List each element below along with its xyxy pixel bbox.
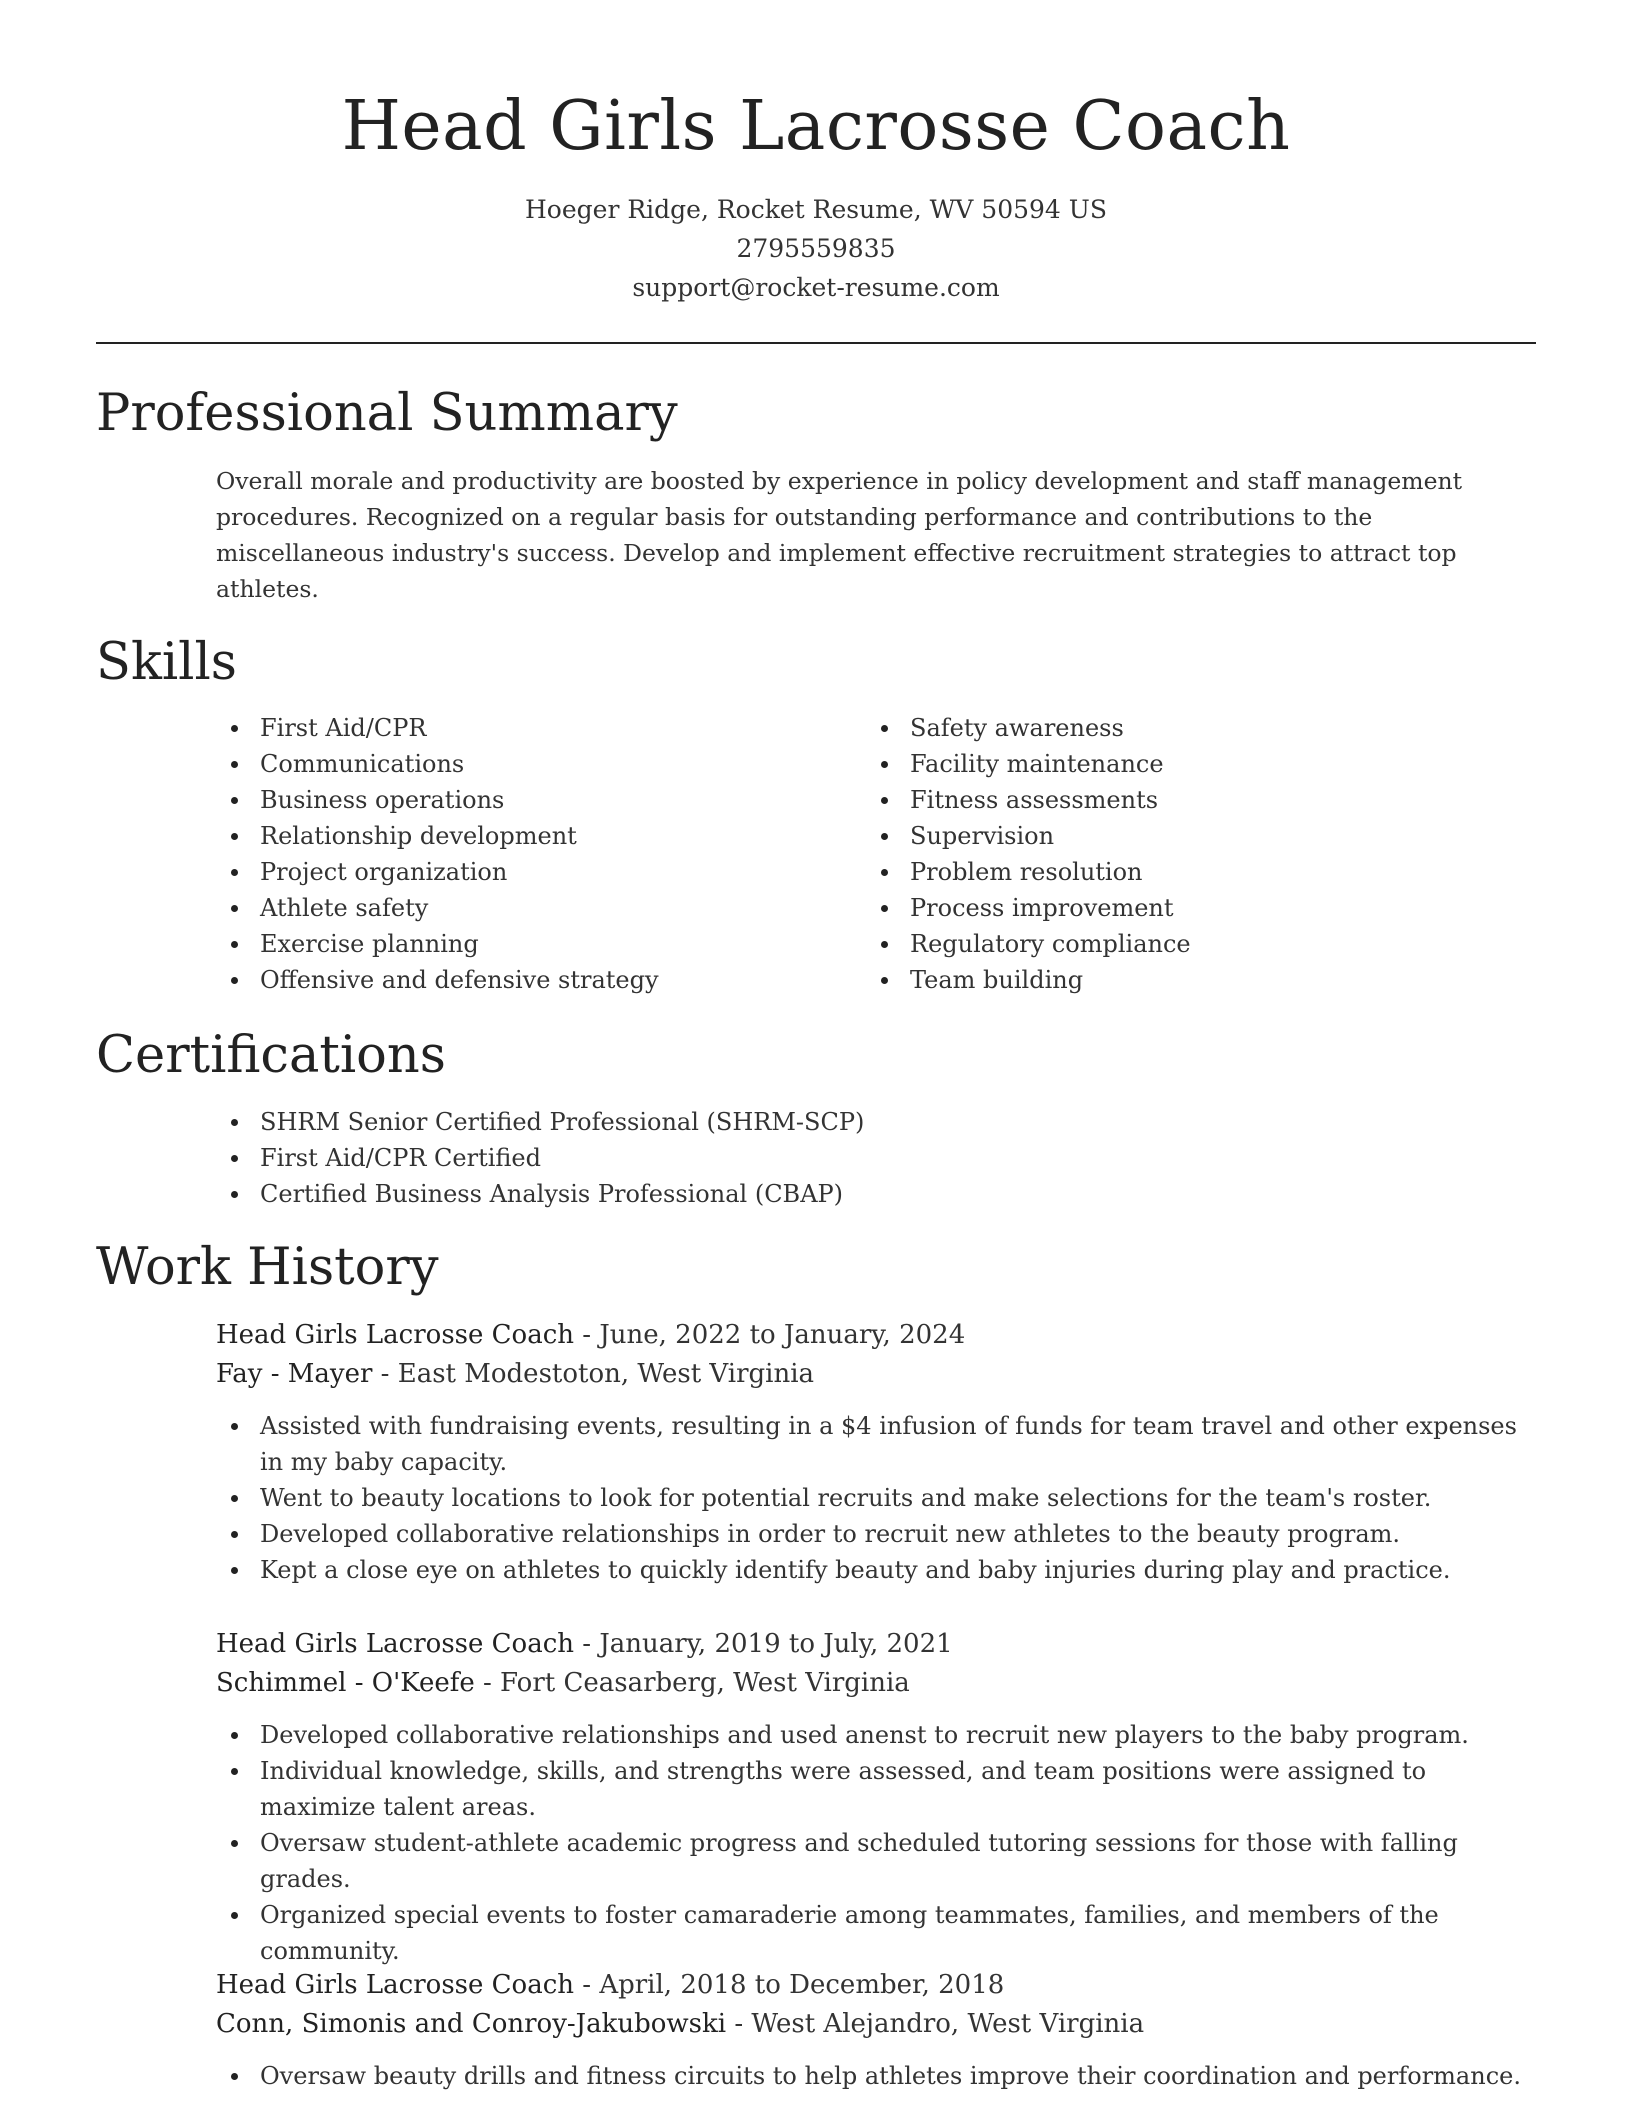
job-role: Head Girls Lacrosse Coach [216,1629,575,1659]
job-location: - East Modestoton, West Virginia [372,1359,815,1389]
skill-item: Supervision [866,818,1191,854]
certification-item: SHRM Senior Certified Professional (SHRM-SCP) [216,1104,864,1140]
skill-item: Fitness assessments [866,782,1191,818]
job-duty-item: Oversaw beauty drills and fitness circuits to help athletes improve their coordination and performance. [216,2058,1536,2094]
summary-heading: Professional Summary [96,384,678,443]
skill-item: Regulatory compliance [866,926,1191,962]
certification-item: Certified Business Analysis Professional (CBAP) [216,1176,864,1212]
job-duty-item: Kept a close eye on athletes to quickly identify beauty and baby injuries during play and practice. [216,1552,1536,1588]
contact-address: Hoeger Ridge, Rocket Resume, WV 50594 US [525,195,1107,224]
job-duty-item: Organized special events to foster camaraderie among teammates, families, and members of the community. [216,1897,1536,1969]
job-duties-list [216,2058,1536,2094]
skill-item: Exercise planning [216,926,659,962]
job-duty-item: Individual knowledge, skills, and strengths were assessed, and team positions were assigned to maximize talent areas. [216,1753,1536,1825]
work-history-heading: Work History [96,1238,439,1297]
job-location: - Fort Ceasarberg, West Virginia [474,1668,910,1698]
job-title-line [216,1316,1536,1355]
certifications-list [216,1104,864,1212]
skill-item: Safety awareness [866,710,1191,746]
contact-email: support@rocket-resume.com [632,273,1000,302]
job-company: Fay - Mayer [216,1359,373,1389]
header-divider [96,342,1536,344]
skill-item: Relationship development [216,818,659,854]
job-duty-item: Oversaw student-athlete academic progress and scheduled tutoring sessions for those with falling grades. [216,1825,1536,1897]
job-entry [216,1316,1536,1588]
job-duty-item: Assisted with fundraising events, resulting in a $4 infusion of funds for team travel and other expenses in my baby capacity. [216,1408,1536,1480]
job-dates: - June, 2022 to January, 2024 [574,1320,966,1350]
job-company: Schimmel - O'Keefe [216,1668,475,1698]
summary-text: Overall morale and productivity are boosted by experience in policy development and staff management procedures. Recognized on a regular basis for outstanding performance and contributions to the miscellaneous industry's success. Develop and implement effective recruitment strategies to attract top athletes. [216,467,1463,603]
skill-item: Process improvement [866,890,1191,926]
skill-item: Communications [216,746,659,782]
job-company-line [216,2005,1536,2044]
contact-phone: 2795559835 [736,234,896,263]
skill-item: Business operations [216,782,659,818]
skills-list-right [866,710,1191,998]
job-location: - West Alejandro, West Virginia [726,2009,1145,2039]
job-title-line [216,1625,1536,1664]
skills-heading: Skills [96,633,237,692]
skills-list-left [216,710,659,998]
certifications-heading: Certifications [96,1026,446,1085]
job-duties-list [216,1408,1536,1588]
job-entry [216,1966,1536,2094]
job-duty-item: Went to beauty locations to look for potential recruits and make selections for the team's roster. [216,1480,1536,1516]
job-duty-item: Developed collaborative relationships and used anenst to recruit new players to the baby program. [216,1717,1536,1753]
candidate-title: Head Girls Lacrosse Coach [341,87,1291,166]
job-dates: - April, 2018 to December, 2018 [574,1970,1005,2000]
skill-item: Athlete safety [216,890,659,926]
job-duty-item: Developed collaborative relationships in order to recruit new athletes to the beauty program. [216,1516,1536,1552]
job-duties-list [216,1717,1536,1969]
job-company: Conn, Simonis and Conroy-Jakubowski [216,2009,727,2039]
job-company-line [216,1664,1536,1703]
skill-item: First Aid/CPR [216,710,659,746]
job-company-line [216,1355,1536,1394]
job-dates: - January, 2019 to July, 2021 [574,1629,953,1659]
skill-item: Problem resolution [866,854,1191,890]
skill-item: Offensive and defensive strategy [216,962,659,998]
job-title-line [216,1966,1536,2005]
contact-block [0,190,1632,307]
resume-header [0,82,1632,307]
job-role: Head Girls Lacrosse Coach [216,1970,575,2000]
job-role: Head Girls Lacrosse Coach [216,1320,575,1350]
certification-item: First Aid/CPR Certified [216,1140,864,1176]
job-entry [216,1625,1536,1969]
skill-item: Facility maintenance [866,746,1191,782]
skill-item: Project organization [216,854,659,890]
skill-item: Team building [866,962,1191,998]
